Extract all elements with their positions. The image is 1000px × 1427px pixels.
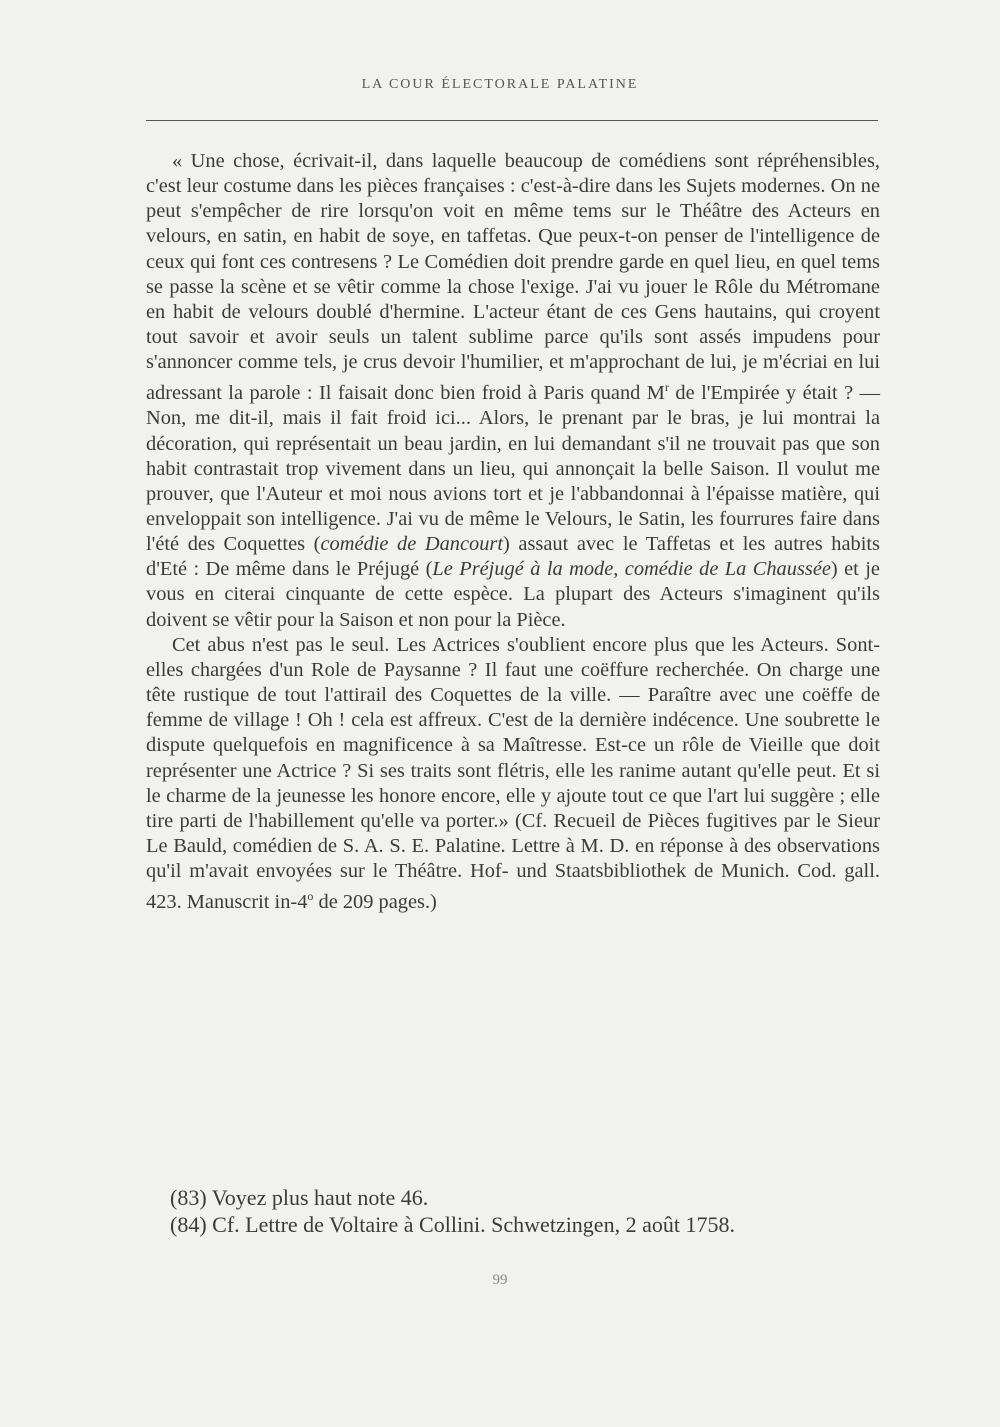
running-title: LA COUR ÉLECTORALE PALATINE [361, 77, 639, 92]
paragraph-text: Cet abus n'est pas le seul. Les Actrices s'oublient encore plus que les Acteurs. Sont-elles chargées d'un Role de Paysanne ? Il faut une coëffure recherchée. On charge une tête rustique de tout l'attirail des Coquettes de la ville. — Paraître avec une coëffe de femme de village ! Oh ! cela est affreux. C'est de la dernière indécence. Une soubrette le dispute quelquefois en magnificence à sa Maîtresse. Est-ce un rôle de Vieille que doit représenter une Actrice ? Si ses traits sont flétris, elle les ranime autant qu'elle peut. Et si le charme de la jeunesse les honore encore, elle y ajoute tout ce que l'art lui suggère ; elle tire parti de l'habillement qu'elle va porter.» (Cf. Recueil de Pièces fugitives par le Sieur Le Bauld, comédien de S. A. S. E. Palatine. Lettre à M. D. en réponse à des observations qu'il m'avait envoyées sur le Théâtre. Hof- und Staatsbibliothek de Munich. Cod. gall. 423. Manuscrit in-4 [146, 633, 880, 914]
header-rule [146, 120, 878, 121]
footnote-83: (83) Voyez plus haut note 46. [170, 1185, 429, 1210]
italic-title: Le Préjugé à la mode, comédie de La Chaussée [432, 558, 831, 581]
paragraph-text: de 209 pages.) [313, 891, 437, 914]
paragraph-text: de l'Empirée y était ? — Non, me dit-il, mais il fait froid ici... Alors, le prenant par le bras, je lui montrai la décoration, qui représentait un beau jardin, en lui demandant s'il ne trouvait pas que son habit contrastait trop vivement dans un lieu, qui annonçait la belle Saison. Il voulut me prouver, que l'Auteur et moi nous avions tort et je l'abbandonnai à l'épaisse matière, qui enveloppait son intelligence. J'ai vu de même le Velours, le Satin, les fourrures faire dans l'été des Coquettes ( [146, 382, 880, 556]
italic-title: comédie de Dancourt [320, 533, 504, 556]
paragraph-text: « Une chose, écrivait-il, dans laquelle beaucoup de comédiens sont répréhensibles, c'est leur costume dans les pièces françaises : c'est-à-dire dans les Sujets modernes. On ne peut s'empêcher de rire lorsqu'on voit en même tems sur le Théâtre des Acteurs en velours, en satin, en habit de soye, en taffetas. Que peux-t-on penser de l'intelligence de ceux qui font ces contresens ? Le Comédien doit prendre garde en quel lieu, en quel tems se passe la scène et se vêtir comme la chose l'exige. J'ai vu jouer le Rôle du Métromane en habit de velours doublé d'hermine. L'acteur étant de ces Gens hautains, qui croyent tout savoir et avoir seuls un talent sublime parce qu'ils sont assés impudens pour s'annoncer comme tels, je crus devoir l'humilier, et m'approchant de lui, je m'écriai en lui adressant la parole : Il faisait donc bien froid à Paris quand M [146, 150, 880, 405]
footnote-84: (84) Cf. Lettre de Voltaire à Collini. Schwetzingen, 2 août 1758. [170, 1212, 735, 1237]
paragraph-actresses [146, 633, 880, 916]
paragraph-quote [146, 149, 880, 633]
footnotes [170, 1184, 890, 1238]
paragraph-text: ) et je vous en citerai cinquante de cette espèce. La plupart des Acteurs s'imaginent qu'ils doivent se vêtir pour la Saison et non pour la Pièce. [146, 558, 880, 631]
paragraph-text: ) assaut avec le Taffetas et les autres habits d'Eté : De même dans le Préjugé ( [146, 533, 880, 581]
superscript: r [664, 380, 669, 395]
superscript: o [307, 889, 314, 904]
main-text [146, 149, 880, 915]
page-number: 99 [492, 1272, 508, 1288]
